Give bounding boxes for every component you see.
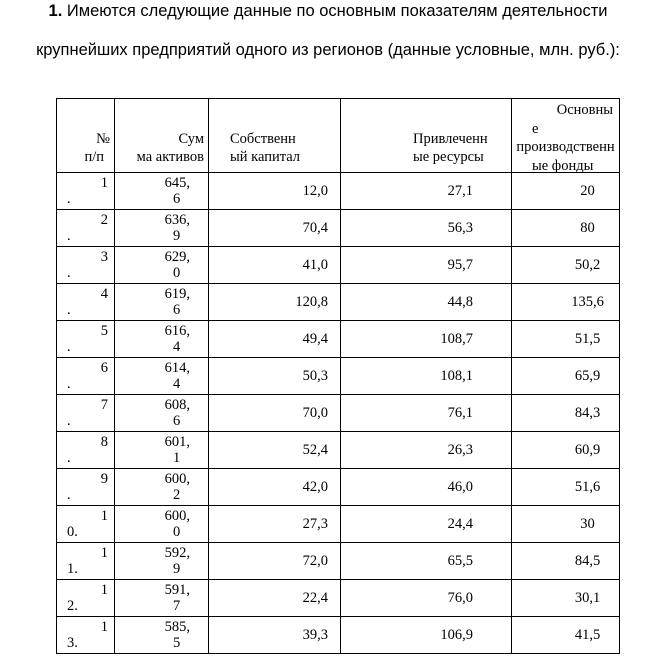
heading-line-1 <box>0 0 656 28</box>
assets-cell <box>115 247 209 284</box>
equity-cell: 41,0 <box>209 247 341 284</box>
assets-cell <box>115 580 209 617</box>
row-number-bottom: . <box>67 191 71 207</box>
assets-value-bottom: 4 <box>173 376 181 392</box>
heading-text-1: Имеются следующие данные по основным показателям деятельности <box>62 2 608 20</box>
row-number-top: 5 <box>100 323 108 339</box>
row-number-top: 9 <box>100 471 108 487</box>
assets-value-bottom: 4 <box>173 339 181 355</box>
header-equity-line-1: Собственн <box>230 131 296 147</box>
row-number-bottom: 3. <box>67 635 78 651</box>
assets-value-bottom: 9 <box>173 228 181 244</box>
row-number-top: 1 <box>100 582 108 598</box>
fixed-assets-cell: 51,5 <box>512 321 620 358</box>
table-row <box>57 506 620 543</box>
equity-cell: 70,4 <box>209 210 341 247</box>
borrowed-cell: 76,0 <box>341 580 512 617</box>
assets-cell <box>115 321 209 358</box>
equity-cell: 42,0 <box>209 469 341 506</box>
enterprise-table <box>56 98 620 654</box>
header-assets-line-1: Сум <box>178 131 204 147</box>
heading-line-2: крупнейших предприятий одного из регионов (данные условные, млн. руб.): <box>36 41 620 59</box>
row-number-bottom: 0. <box>67 524 78 540</box>
row-number-top: 8 <box>100 434 108 450</box>
number-cell <box>57 173 115 210</box>
table-row <box>57 469 620 506</box>
assets-cell <box>115 284 209 321</box>
assets-cell <box>115 395 209 432</box>
equity-cell: 72,0 <box>209 543 341 580</box>
borrowed-cell: 65,5 <box>341 543 512 580</box>
assets-value-bottom: 0 <box>173 524 181 540</box>
equity-cell: 39,3 <box>209 617 341 654</box>
assets-cell <box>115 617 209 654</box>
equity-cell: 120,8 <box>209 284 341 321</box>
number-cell <box>57 247 115 284</box>
fixed-assets-cell: 60,9 <box>512 432 620 469</box>
assets-value-bottom: 5 <box>173 635 181 651</box>
assets-value-top: 619, <box>164 286 190 302</box>
assets-cell <box>115 506 209 543</box>
row-number-bottom: . <box>67 413 71 429</box>
assets-value-top: 636, <box>164 212 190 228</box>
header-number-line-1: № <box>96 131 110 147</box>
assets-value-bottom: 7 <box>173 598 181 614</box>
number-cell <box>57 617 115 654</box>
row-number-bottom: 1. <box>67 561 78 577</box>
row-number-bottom: . <box>67 450 71 466</box>
fixed-assets-cell: 30,1 <box>512 580 620 617</box>
assets-value-top: 614, <box>164 360 190 376</box>
fixed-assets-cell: 84,3 <box>512 395 620 432</box>
row-number-top: 4 <box>100 286 108 302</box>
table-row <box>57 543 620 580</box>
equity-cell: 12,0 <box>209 173 341 210</box>
fixed-assets-cell: 84,5 <box>512 543 620 580</box>
assets-value-bottom: 9 <box>173 561 181 577</box>
row-number-top: 1 <box>100 619 108 635</box>
fixed-assets-cell: 80 <box>512 210 620 247</box>
equity-cell: 52,4 <box>209 432 341 469</box>
header-cell-assets <box>115 99 209 173</box>
borrowed-cell: 44,8 <box>341 284 512 321</box>
borrowed-cell: 24,4 <box>341 506 512 543</box>
fixed-assets-cell: 135,6 <box>512 284 620 321</box>
borrowed-cell: 56,3 <box>341 210 512 247</box>
header-fixed-line-2: е <box>532 120 539 137</box>
borrowed-cell: 46,0 <box>341 469 512 506</box>
table-row <box>57 321 620 358</box>
number-cell <box>57 506 115 543</box>
header-cell-number <box>57 99 115 173</box>
fixed-assets-cell: 41,5 <box>512 617 620 654</box>
assets-value-bottom: 2 <box>173 487 181 503</box>
assets-value-top: 601, <box>164 434 190 450</box>
header-cell-borrowed <box>341 99 512 173</box>
row-number-bottom: . <box>67 265 71 281</box>
row-number-bottom: . <box>67 302 71 318</box>
borrowed-cell: 108,7 <box>341 321 512 358</box>
row-number-top: 2 <box>100 212 108 228</box>
borrowed-cell: 108,1 <box>341 358 512 395</box>
borrowed-cell: 27,1 <box>341 173 512 210</box>
table-row <box>57 395 620 432</box>
fixed-assets-cell: 20 <box>512 173 620 210</box>
header-cell-fixed-assets <box>512 99 620 173</box>
header-borrowed-line-2: ые ресурсы <box>413 149 484 165</box>
table-row <box>57 173 620 210</box>
number-cell <box>57 321 115 358</box>
assets-value-bottom: 6 <box>173 302 181 318</box>
assets-value-top: 585, <box>164 619 190 635</box>
number-cell <box>57 580 115 617</box>
assets-value-top: 591, <box>164 582 190 598</box>
equity-cell: 70,0 <box>209 395 341 432</box>
fixed-assets-cell: 30 <box>512 506 620 543</box>
number-cell <box>57 543 115 580</box>
header-assets-line-2: ма активов <box>136 149 204 165</box>
assets-value-top: 616, <box>164 323 190 339</box>
assets-cell <box>115 432 209 469</box>
assets-cell <box>115 358 209 395</box>
equity-cell: 27,3 <box>209 506 341 543</box>
assets-cell <box>115 469 209 506</box>
table-row <box>57 247 620 284</box>
header-fixed-line-4: ые фонды <box>532 157 594 174</box>
number-cell <box>57 469 115 506</box>
row-number-bottom: . <box>67 228 71 244</box>
borrowed-cell: 26,3 <box>341 432 512 469</box>
number-cell <box>57 210 115 247</box>
assets-value-top: 645, <box>164 175 190 191</box>
assets-cell <box>115 173 209 210</box>
row-number-bottom: 2. <box>67 598 78 614</box>
table-row <box>57 358 620 395</box>
number-cell <box>57 358 115 395</box>
assets-value-top: 600, <box>164 508 190 524</box>
assets-cell <box>115 543 209 580</box>
borrowed-cell: 106,9 <box>341 617 512 654</box>
row-number-top: 3 <box>100 249 108 265</box>
fixed-assets-cell: 65,9 <box>512 358 620 395</box>
assets-value-bottom: 6 <box>173 191 181 207</box>
assets-value-top: 608, <box>164 397 190 413</box>
assets-value-top: 629, <box>164 249 190 265</box>
number-cell <box>57 284 115 321</box>
equity-cell: 22,4 <box>209 580 341 617</box>
row-number-top: 1 <box>100 508 108 524</box>
header-equity-line-2: ый капитал <box>230 149 301 165</box>
assets-value-bottom: 0 <box>173 265 181 281</box>
number-cell <box>57 395 115 432</box>
row-number-top: 7 <box>100 397 108 413</box>
header-cell-equity <box>209 99 341 173</box>
borrowed-cell: 76,1 <box>341 395 512 432</box>
header-number-line-2: п/п <box>84 149 104 165</box>
assets-value-bottom: 1 <box>173 450 181 466</box>
table-row <box>57 617 620 654</box>
header-row <box>57 99 620 173</box>
fixed-assets-cell: 51,6 <box>512 469 620 506</box>
assets-value-top: 600, <box>164 471 190 487</box>
row-number-bottom: . <box>67 339 71 355</box>
row-number-bottom: . <box>67 487 71 503</box>
row-number-top: 1 <box>100 175 108 191</box>
table-row <box>57 284 620 321</box>
row-number-top: 6 <box>100 360 108 376</box>
assets-cell <box>115 210 209 247</box>
borrowed-cell: 95,7 <box>341 247 512 284</box>
equity-cell: 49,4 <box>209 321 341 358</box>
header-borrowed-line-1: Привлеченн <box>413 131 488 147</box>
row-number-bottom: . <box>67 376 71 392</box>
row-number-top: 1 <box>100 545 108 561</box>
assets-value-bottom: 6 <box>173 413 181 429</box>
number-cell <box>57 432 115 469</box>
header-fixed-line-1: Основны <box>556 102 613 118</box>
equity-cell: 50,3 <box>209 358 341 395</box>
table-row <box>57 580 620 617</box>
table-row <box>57 432 620 469</box>
fixed-assets-cell: 50,2 <box>512 247 620 284</box>
header-fixed-line-3: производственн <box>516 139 615 155</box>
table-row <box>57 210 620 247</box>
assets-value-top: 592, <box>164 545 190 561</box>
task-number: 1. <box>48 2 63 20</box>
